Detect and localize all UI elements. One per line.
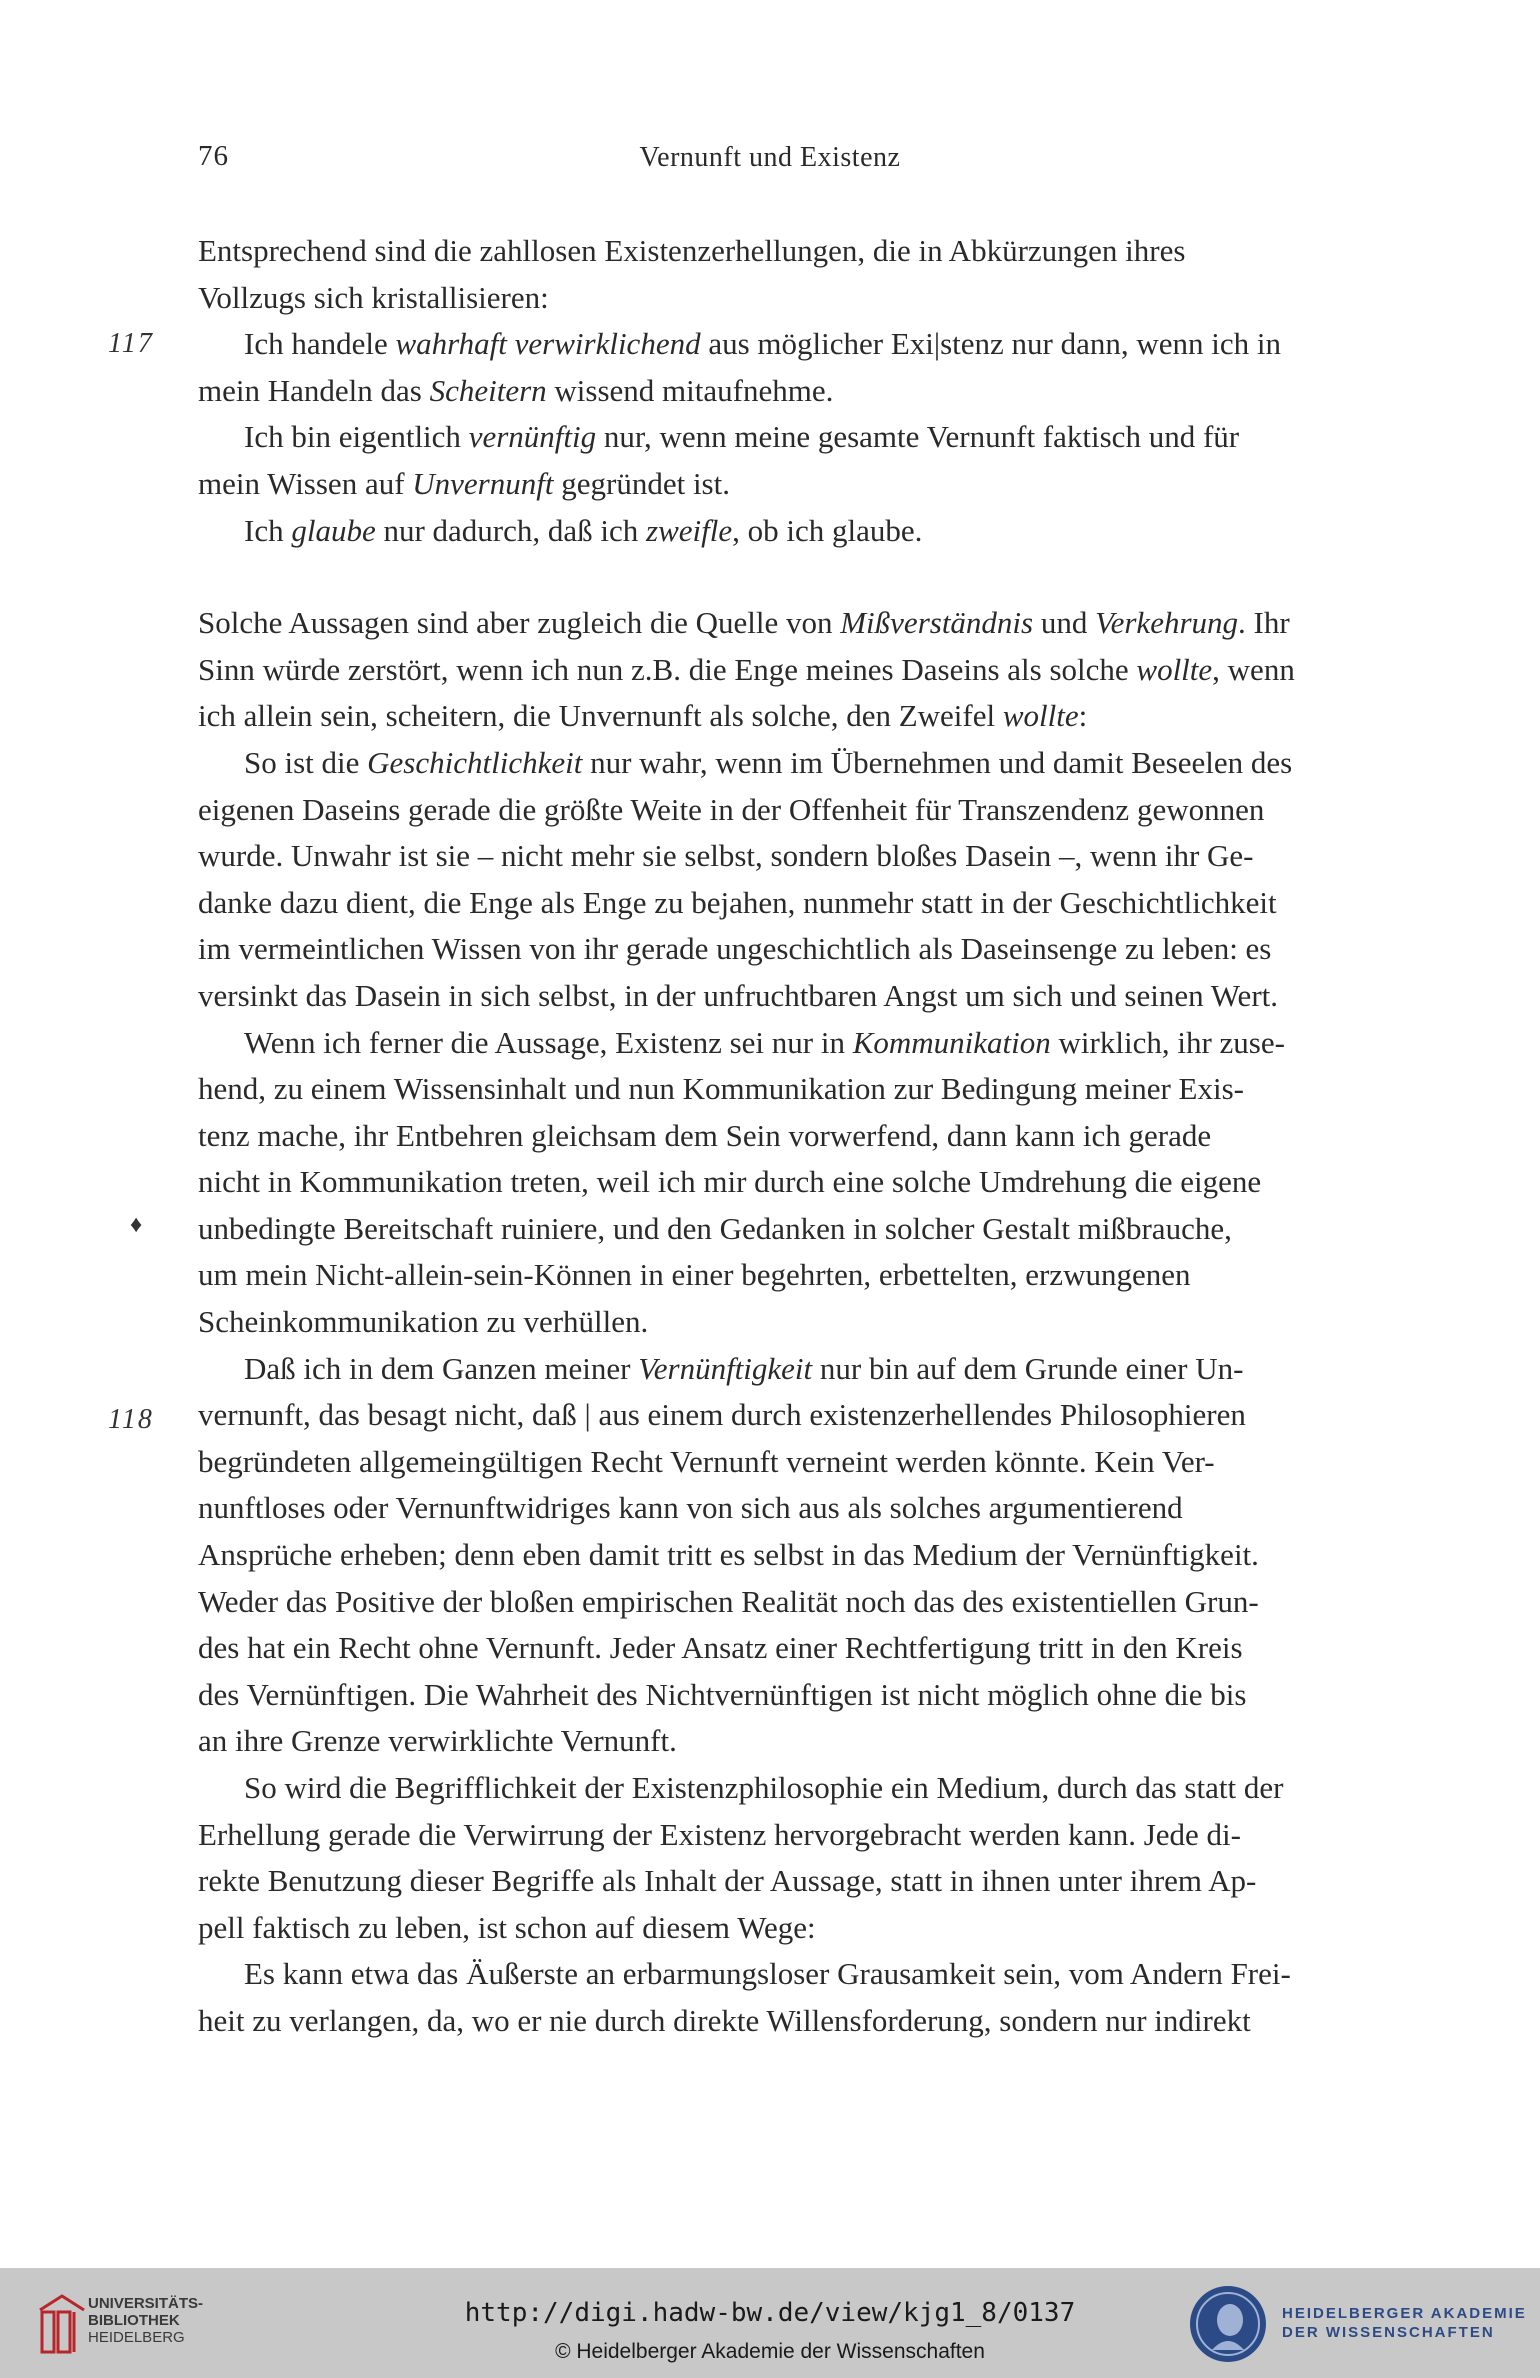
text-run: eigenen Daseins gerade die größte Weite in der Offenheit für Transzendenz gewonnen	[198, 791, 1265, 827]
text-line	[198, 1905, 1398, 1952]
italic-text: wollte	[1002, 698, 1079, 734]
text-line	[198, 880, 1398, 927]
text-run: Sinn würde zerstört, wenn ich nun z.B. die Enge meines Daseins als solche	[198, 651, 1137, 687]
text-line	[198, 693, 1398, 740]
italic-text: Kommunikation	[852, 1024, 1051, 1060]
body-text	[198, 228, 1398, 2045]
text-line	[198, 1812, 1398, 1859]
text-line	[198, 1066, 1398, 1113]
text-run: gegründet ist.	[553, 465, 730, 501]
text-run: hend, zu einem Wissensinhalt und nun Kommunikation zur Bedingung meiner Exis-	[198, 1071, 1244, 1107]
text-line	[198, 1392, 1398, 1439]
text-line	[198, 1113, 1398, 1160]
text-run: aus möglicher Exi|stenz nur dann, wenn ich in	[700, 326, 1282, 362]
library-name-line1: UNIVERSITÄTS-	[88, 2295, 204, 2312]
text-run: mein Wissen auf	[198, 465, 413, 501]
text-line	[198, 787, 1398, 834]
margin-note-117: 117	[108, 328, 154, 359]
text-line	[198, 461, 1398, 508]
text-run: begründeten allgemeingültigen Recht Vernunft verneint werden könnte. Kein Ver-	[198, 1443, 1215, 1479]
text-run: nur, wenn meine gesamte Vernunft faktisch und für	[596, 419, 1240, 455]
diamond-marker-icon: ♦	[130, 1212, 143, 1238]
text-run: . Ihr	[1238, 605, 1290, 641]
text-run: danke dazu dient, die Enge als Enge zu bejahen, nunmehr statt in der Geschichtlichkeit	[198, 884, 1277, 920]
text-line	[198, 740, 1398, 787]
text-run: :	[1078, 698, 1088, 734]
text-line	[198, 1532, 1398, 1579]
text-line	[198, 1206, 1398, 1253]
copyright-text: © Heidelberger Akademie der Wissenschaften	[555, 2340, 985, 2363]
italic-text: wollte	[1136, 651, 1213, 687]
text-line	[198, 1951, 1398, 1998]
italic-text: Unvernunft	[412, 465, 554, 501]
academy-name-line2: DER WISSENSCHAFTEN	[1282, 2324, 1495, 2341]
text-line	[198, 1625, 1398, 1672]
text-run: des Vernünftigen. Die Wahrheit des Nichtvernünftigen ist nicht möglich ohne die bis	[198, 1676, 1247, 1712]
text-line	[198, 1346, 1398, 1393]
text-line	[198, 1672, 1398, 1719]
text-run: Entsprechend sind die zahllosen Existenzerhellungen, die in Abkürzungen ihres	[198, 233, 1186, 268]
italic-text: Vernünftigkeit	[638, 1350, 813, 1386]
text-run: Es kann etwa das Äußerste an erbarmungsloser Grausamkeit sein, vom Andern Frei-	[244, 1956, 1291, 1992]
academy-name	[1282, 2304, 1527, 2342]
text-line	[198, 275, 1398, 322]
text-line	[198, 1159, 1398, 1206]
text-run: nur wahr, wenn im Übernehmen und damit Beseelen des	[582, 744, 1293, 780]
text-run: an ihre Grenze verwirklichte Vernunft.	[198, 1723, 677, 1759]
text-line	[198, 833, 1398, 880]
text-run: Vollzugs sich kristallisieren:	[198, 279, 549, 315]
italic-text: wahrhaft verwirklichend	[395, 326, 701, 362]
text-run: wirklich, ihr zuse-	[1050, 1024, 1285, 1060]
text-run: wissend mitaufnehme.	[546, 372, 834, 408]
italic-text: Geschichtlichkeit	[367, 744, 583, 780]
text-line	[198, 321, 1398, 368]
italic-text: Mißverständnis	[840, 605, 1034, 641]
text-line	[198, 368, 1398, 415]
text-run: ich allein sein, scheitern, die Unvernunft als solche, den Zweifel	[198, 698, 1003, 734]
text-run: vernunft, das besagt nicht, daß | aus einem durch existenzerhellendes Philosophieren	[198, 1397, 1246, 1433]
library-name-line2: BIBLIOTHEK	[88, 2312, 180, 2329]
running-title-text: Vernunft und Existenz	[639, 142, 901, 173]
text-run: rekte Benutzung dieser Begriffe als Inhalt der Aussage, statt in ihnen unter ihrem Ap-	[198, 1863, 1257, 1899]
italic-text: zweifle	[646, 512, 733, 548]
text-run: wurde. Unwahr ist sie – nicht mehr sie selbst, sondern bloßes Dasein –, wenn ihr Ge-	[198, 838, 1254, 874]
academy-seal-icon	[1186, 2280, 1270, 2368]
text-line	[198, 1299, 1398, 1346]
text-run: unbedingte Bereitschaft ruiniere, und den Gedanken in solcher Gestalt mißbrauche,	[198, 1210, 1232, 1246]
text-run: Daß ich in dem Ganzen meiner	[244, 1350, 639, 1386]
text-line	[198, 1998, 1398, 2045]
text-run: versinkt das Dasein in sich selbst, in der unfruchtbaren Angst um sich und seinen Wert.	[198, 977, 1279, 1013]
text-run: , ob ich glaube.	[732, 512, 923, 548]
text-line	[198, 1020, 1398, 1067]
footer-bar	[0, 2268, 1540, 2378]
running-title	[0, 142, 1540, 174]
text-line	[198, 1858, 1398, 1905]
text-run: Ich bin eigentlich	[244, 419, 469, 455]
text-line	[198, 1579, 1398, 1626]
italic-text: Verkehrung	[1095, 605, 1239, 641]
text-run: Scheinkommunikation zu verhüllen.	[198, 1304, 649, 1340]
text-run: So wird die Begrifflichkeit der Existenzphilosophie ein Medium, durch das statt der	[244, 1770, 1284, 1805]
text-line	[198, 1439, 1398, 1486]
text-run: des hat ein Recht ohne Vernunft. Jeder Ansatz einer Rechtfertigung tritt in den Kreis	[198, 1630, 1243, 1666]
text-run: nunftloses oder Vernunftwidriges kann von sich aus als solches argumentierend	[198, 1490, 1183, 1526]
text-run: tenz mache, ihr Entbehren gleichsam dem Sein vorwerfend, dann kann ich gerade	[198, 1117, 1212, 1153]
text-run: Wenn ich ferner die Aussage, Existenz sei nur in	[244, 1024, 853, 1060]
text-run: pell faktisch zu leben, ist schon auf diesem Wege:	[198, 1909, 816, 1945]
academy-name-line1: HEIDELBERGER AKADEMIE	[1282, 2305, 1527, 2322]
margin-note-118: 118	[108, 1404, 154, 1435]
text-line	[198, 228, 1398, 275]
text-line	[198, 414, 1398, 461]
italic-text: glaube	[291, 512, 376, 548]
text-run: um mein Nicht-allein-sein-Können in einer begehrten, erbettelten, erzwungenen	[198, 1257, 1191, 1293]
text-run: Weder das Positive der bloßen empirischen Realität noch das des existentiellen Grun-	[198, 1583, 1259, 1619]
text-run: nur bin auf dem Grunde einer Un-	[812, 1350, 1244, 1386]
text-line	[198, 973, 1398, 1020]
library-name-line3: HEIDELBERG	[88, 2329, 185, 2346]
text-run: Ich	[244, 512, 292, 548]
text-run: Ansprüche erheben; denn eben damit tritt es selbst in das Medium der Vernünftigkeit.	[198, 1537, 1259, 1573]
italic-text: vernünftig	[468, 419, 597, 455]
source-url-link[interactable]: http://digi.hadw-bw.de/view/kjg1_8/0137	[464, 2298, 1076, 2328]
text-run: nicht in Kommunikation treten, weil ich mir durch eine solche Umdrehung die eigene	[198, 1164, 1262, 1200]
page-number: 76	[198, 140, 229, 172]
text-line	[198, 600, 1398, 647]
text-line	[198, 647, 1398, 694]
text-run: im vermeintlichen Wissen von ihr gerade ungeschichtlich als Daseinsenge zu leben: es	[198, 931, 1272, 967]
italic-text: Scheitern	[429, 372, 547, 408]
text-line	[198, 1485, 1398, 1532]
text-run: heit zu verlangen, da, wo er nie durch direkte Willensforderung, sondern nur indirekt	[198, 2002, 1251, 2038]
text-line	[198, 1765, 1398, 1812]
text-line	[198, 1718, 1398, 1765]
text-run: mein Handeln das	[198, 372, 430, 408]
text-run: Solche Aussagen sind aber zugleich die Quelle von	[198, 605, 841, 641]
paragraph-gap	[198, 554, 1398, 600]
text-line	[198, 1252, 1398, 1299]
text-run: So ist die	[244, 744, 368, 780]
text-line	[198, 926, 1398, 973]
text-line	[198, 508, 1398, 555]
text-run: , wenn	[1212, 651, 1295, 687]
text-run: Ich handele	[244, 326, 396, 362]
text-run: nur dadurch, daß ich	[375, 512, 647, 548]
text-run: und	[1033, 605, 1096, 641]
text-run: Erhellung gerade die Verwirrung der Existenz hervorgebracht werden kann. Jede di-	[198, 1816, 1241, 1852]
